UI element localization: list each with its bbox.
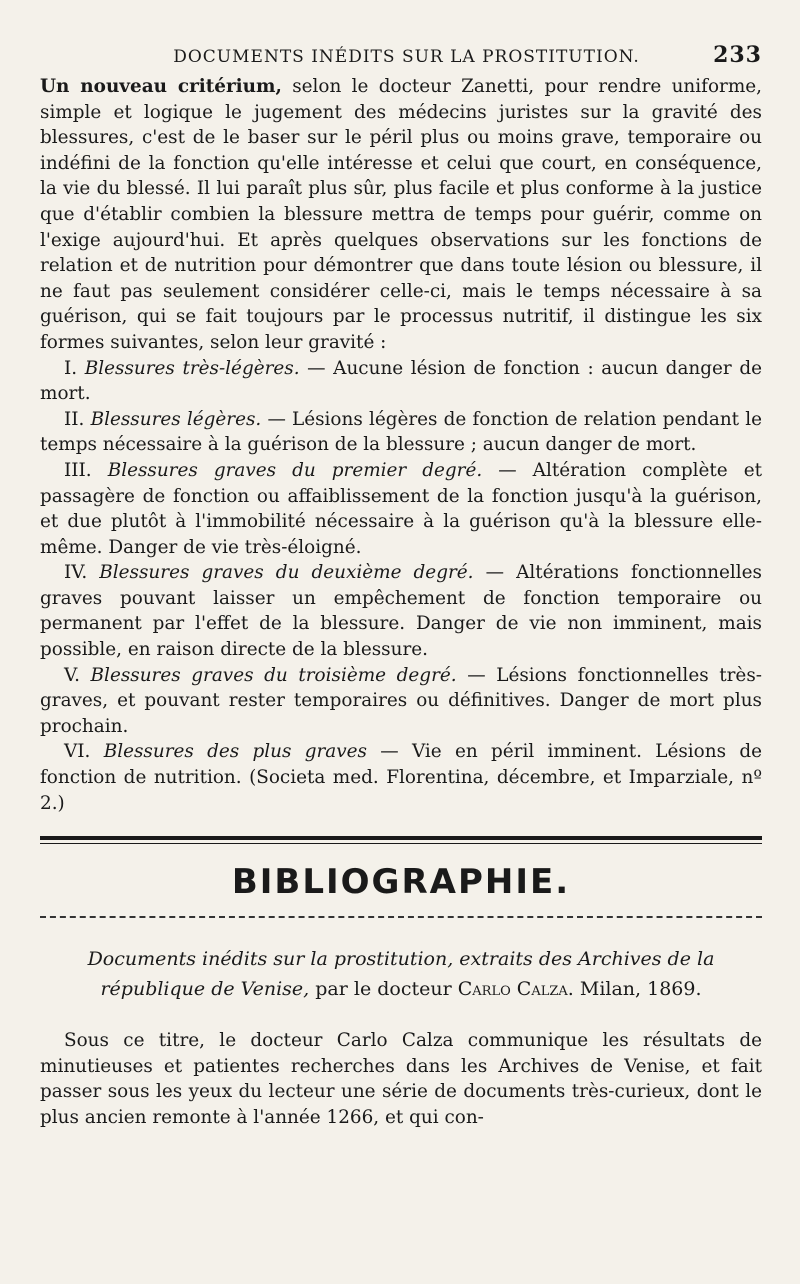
bibliographic-reference bbox=[40, 944, 762, 1004]
item-title: Blessures légères. bbox=[90, 408, 262, 430]
item-text: — Lésions fonctionnelles très-graves, et pouvant rester temporaires ou définitives. Danger de mort plus prochain. bbox=[40, 664, 762, 737]
intro-paragraph bbox=[40, 74, 762, 356]
article-body bbox=[40, 74, 762, 816]
item-number: IV. bbox=[64, 562, 88, 584]
book-author: Carlo Calza. bbox=[457, 978, 574, 1001]
list-item bbox=[40, 407, 762, 458]
book-place-year: Milan, 1869. bbox=[579, 978, 702, 1001]
divider-thick bbox=[40, 836, 762, 840]
review-paragraph: Sous ce titre, le docteur Carlo Calza communique les résultats de minutieuses et patientes recherches dans les Archives de Venise, et fait passer sous les yeux du lecteur une série de documents très-curieux, dont le plus ancien remonte à l'année 1266, et qui con- bbox=[40, 1030, 762, 1128]
item-text: — Lésions légères de fonction de relation pendant le temps nécessaire à la guérison de la blessure ; aucun danger de mort. bbox=[40, 408, 762, 456]
book-title: Documents inédits sur la prostitution, extraits des Archives de la république de Venise, bbox=[87, 948, 715, 1001]
item-number: V. bbox=[64, 664, 80, 686]
list-item bbox=[40, 458, 762, 560]
item-title: Blessures graves du premier degré. bbox=[107, 459, 483, 481]
list-item bbox=[40, 560, 762, 662]
item-title: Blessures des plus graves bbox=[103, 741, 367, 763]
item-text: — Aucune lésion de fonction : aucun danger de mort. bbox=[40, 357, 762, 405]
item-text: — Altération complète et passagère de fonction ou affaiblissement de la fonction jusqu'à la guérison, et due plutôt à l'immobilité nécessaire à la guérison qu'à la blessure elle-même. Danger de vie très-éloigné. bbox=[40, 459, 762, 558]
list-item bbox=[40, 663, 762, 740]
item-number: III. bbox=[64, 459, 92, 481]
item-number: VI. bbox=[64, 741, 91, 763]
page-number: 233 bbox=[713, 42, 762, 68]
divider-thin bbox=[40, 843, 762, 844]
item-number: II. bbox=[64, 408, 85, 430]
item-text: — Vie en péril imminent. Lésions de fonction de nutrition. (Societa med. Florentina, décembre, et Imparziale, nº 2.) bbox=[40, 741, 762, 814]
item-text: — Altérations fonctionnelles graves pouvant laisser un empêchement de fonction temporaire ou permanent par l'effet de la blessure. Danger de vie non imminent, mais possible, en raison directe de la blessure. bbox=[40, 562, 762, 661]
running-head bbox=[40, 42, 762, 68]
dotted-divider bbox=[40, 916, 762, 918]
paragraph-lead: Un nouveau critérium, bbox=[40, 76, 282, 97]
running-head-title: DOCUMENTS INÉDITS SUR LA PROSTITUTION. bbox=[173, 47, 640, 67]
section-title: BIBLIOGRAPHIE. bbox=[231, 862, 571, 903]
list-item bbox=[40, 739, 762, 816]
item-number: I. bbox=[64, 357, 78, 379]
list-item bbox=[40, 356, 762, 407]
item-title: Blessures très-légères. bbox=[84, 357, 300, 379]
item-title: Blessures graves du troisième degré. bbox=[90, 664, 457, 686]
item-title: Blessures graves du deuxième degré. bbox=[99, 562, 474, 584]
section-divider bbox=[40, 836, 762, 844]
paragraph-text: selon le docteur Zanetti, pour rendre uniforme, simple et logique le jugement des médecins juristes sur la gravité des blessures, c'est de le baser sur le péril plus ou moins grave, temporaire ou indéfini de la fonction qu'elle intéresse et celui que court, en conséquence, la vie du blessé. Il lui paraît plus sûr, plus facile et plus conforme à la justice que d'établir combien la blessure mettra de temps pour guérir, comme on l'exige aujourd'hui. Et après quelques observations sur les fonctions de relation et de nutrition pour démontrer que dans toute lésion ou blessure, il ne faut pas seulement considérer celle-ci, mais le temps nécessaire à sa guérison, qui se fait toujours par le processus nutritif, il distingue les six formes suivantes, selon leur gravité : bbox=[40, 76, 762, 353]
book-by: par le docteur bbox=[315, 978, 452, 1001]
